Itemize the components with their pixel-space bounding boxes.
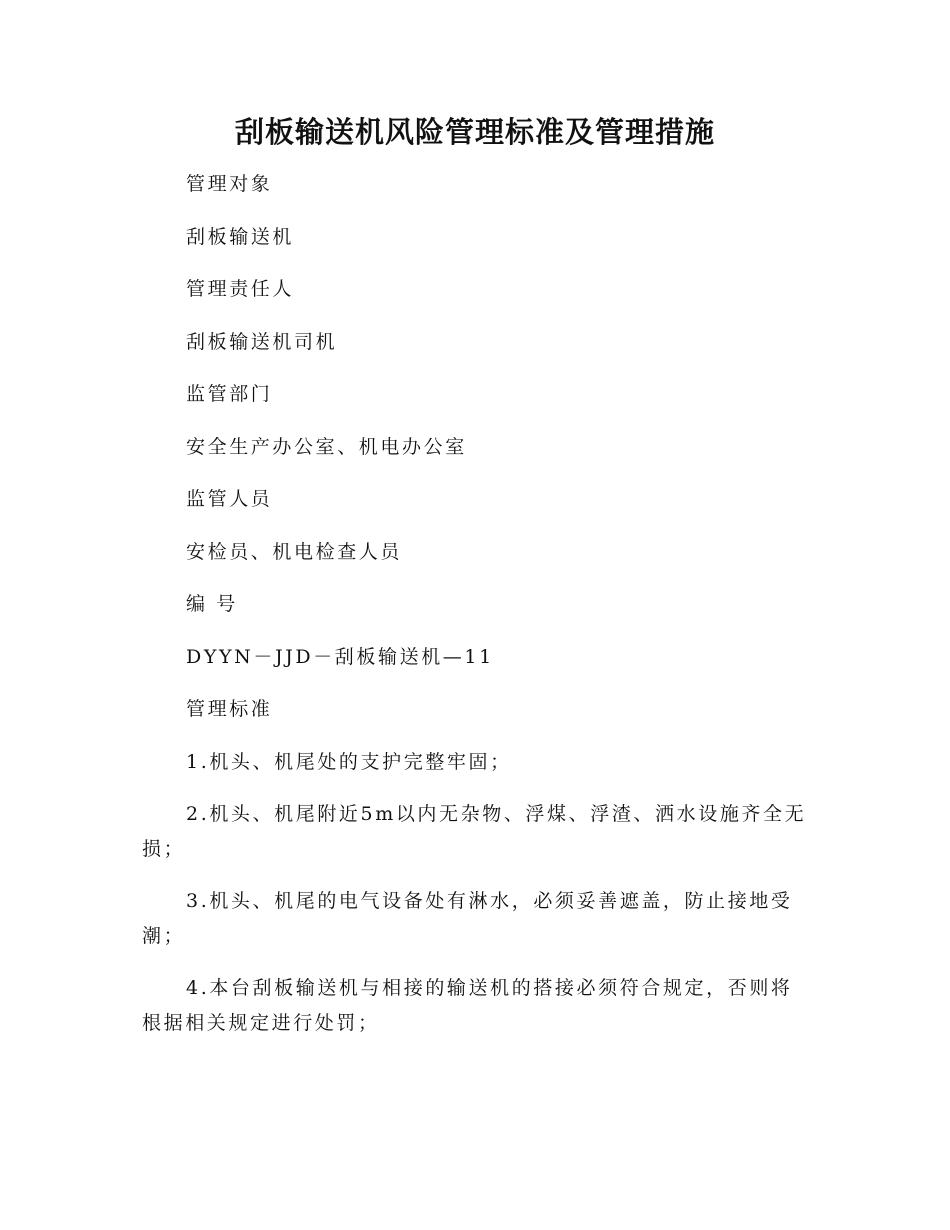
value-responsible-person: 刮板输送机司机 — [186, 330, 338, 353]
standard-item-3: 3.机头、机尾的电气设备处有淋水，必须妥善遮盖，防止接地受潮； — [142, 889, 793, 947]
label-supervising-department: 监管部门 — [186, 383, 273, 405]
standard-item-1: 1.机头、机尾处的支护完整牢固； — [186, 750, 512, 773]
standard-item-2: 2.机头、机尾附近5m以内无杂物、浮煤、浮渣、洒水设施齐全无损； — [142, 802, 807, 860]
value-supervisors: 安检员、机电检查人员 — [186, 540, 403, 563]
standard-item-4: 4.本台刮板输送机与相接的输送机的搭接必须符合规定，否则将根据相关规定进行处罚； — [142, 976, 793, 1034]
label-responsible-person: 管理责任人 — [186, 278, 295, 300]
document-title: 刮板输送机风险管理标准及管理措施 — [234, 115, 715, 149]
label-number: 编 号 — [186, 593, 238, 615]
label-management-object: 管理对象 — [186, 173, 273, 195]
value-management-object: 刮板输送机 — [186, 225, 295, 248]
value-supervising-department: 安全生产办公室、机电办公室 — [186, 435, 467, 458]
document-body — [142, 167, 807, 1058]
value-number: DYYN－JJD－刮板输送机—11 — [186, 645, 494, 668]
label-supervisors: 监管人员 — [186, 488, 273, 510]
label-management-standard: 管理标准 — [186, 698, 273, 720]
